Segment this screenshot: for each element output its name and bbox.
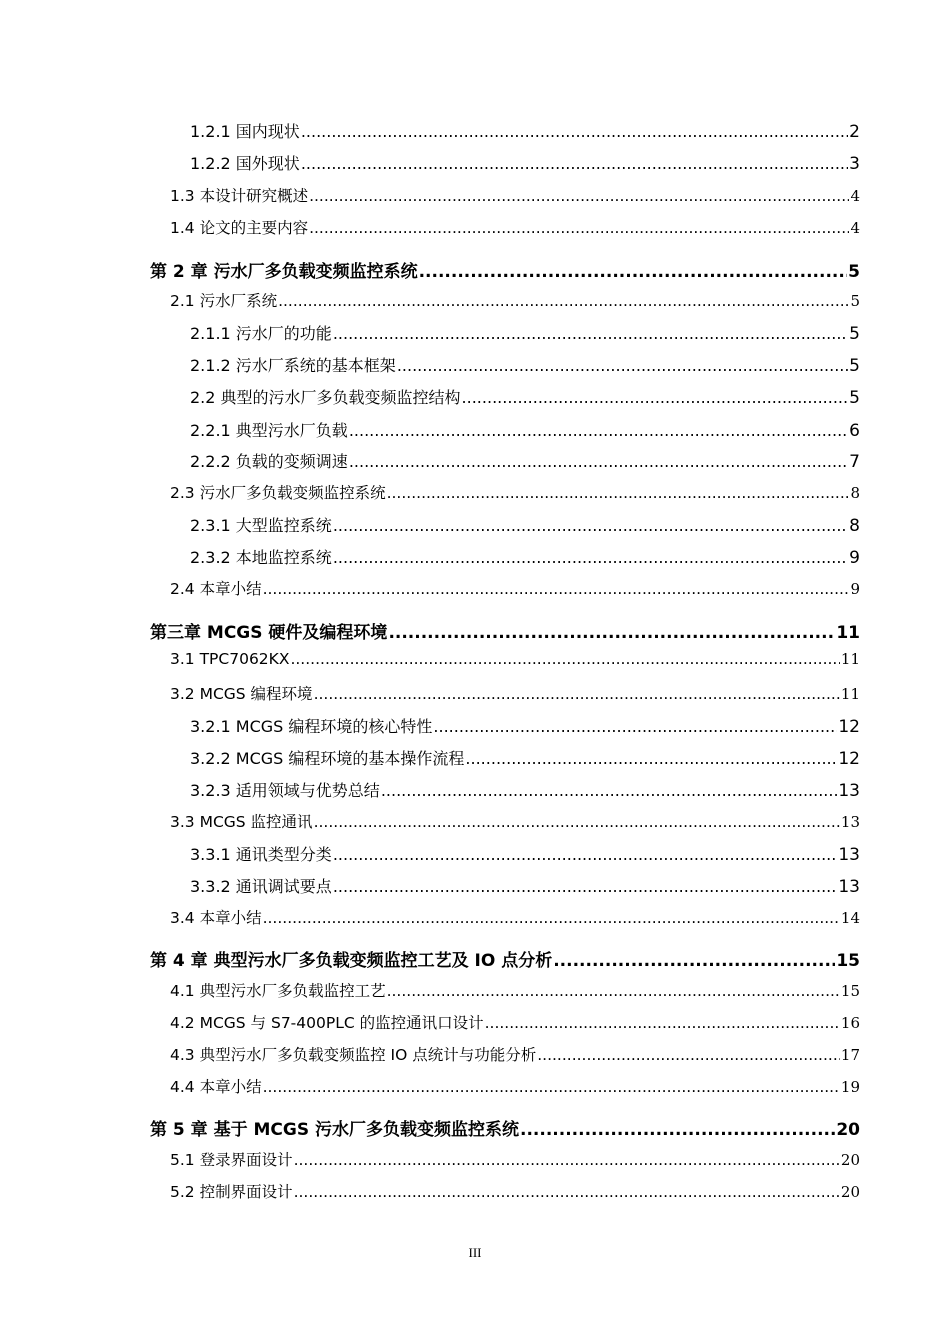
toc-entry[interactable] (170, 906, 860, 932)
toc-entry[interactable] (190, 151, 860, 177)
toc-entry[interactable] (150, 257, 860, 283)
toc-entry-label: 3.4 本章小结 (170, 909, 262, 927)
toc-entry[interactable] (170, 577, 860, 603)
toc-leader (301, 154, 848, 173)
toc-entry-label: 1.2.1 国内现状 (190, 122, 300, 141)
toc-entry-label: 3.2.2 MCGS 编程环境的基本操作流程 (190, 749, 465, 768)
toc-leader (333, 324, 848, 343)
toc-entry-page: 13 (838, 877, 860, 897)
toc-leader (263, 909, 840, 927)
toc-entry-page: 4 (850, 219, 860, 237)
toc-entry-page: 8 (849, 516, 860, 536)
toc-entry-page: 12 (838, 717, 860, 737)
toc-entry[interactable] (150, 1115, 860, 1141)
toc-entry-label: 3.3.1 通讯类型分类 (190, 845, 332, 864)
toc-entry[interactable] (190, 746, 860, 772)
toc-entry-page: 3 (849, 154, 860, 174)
toc-leader (349, 452, 848, 471)
toc-entry-page: 11 (840, 685, 860, 703)
toc-entry-page: 15 (836, 951, 860, 971)
toc-entry[interactable] (190, 842, 860, 868)
toc-entry[interactable] (170, 1180, 860, 1206)
toc-entry-page: 4 (850, 187, 860, 205)
toc-entry-label: 4.1 典型污水厂多负载监控工艺 (170, 982, 386, 1000)
toc-entry-label: 2.3.1 大型监控系统 (190, 516, 332, 535)
toc-entry[interactable] (190, 385, 860, 411)
toc-entry[interactable] (150, 946, 860, 972)
toc-entry-page: 12 (838, 749, 860, 769)
toc-entry[interactable] (170, 650, 860, 676)
toc-entry[interactable] (170, 1011, 860, 1037)
toc-entry[interactable] (190, 714, 860, 740)
toc-leader (349, 421, 848, 440)
toc-entry[interactable] (170, 289, 860, 315)
toc-leader (314, 813, 840, 831)
toc-leader (553, 951, 835, 971)
toc-entry[interactable] (190, 418, 860, 444)
toc-entry-label: 2.3.2 本地监控系统 (190, 548, 332, 567)
toc-leader (333, 548, 848, 567)
toc-leader (309, 219, 849, 237)
toc-entry-label: 第 2 章 污水厂多负载变频监控系统 (150, 262, 418, 282)
toc-entry[interactable] (190, 119, 860, 145)
toc-leader (397, 356, 848, 375)
toc-entry-page: 5 (848, 262, 860, 282)
toc-entry-label: 3.2 MCGS 编程环境 (170, 685, 313, 703)
toc-entry-label: 第 5 章 基于 MCGS 污水厂多负载变频监控系统 (150, 1120, 520, 1140)
toc-leader (290, 650, 839, 668)
toc-entry-label: 第 4 章 典型污水厂多负载变频监控工艺及 IO 点分析 (150, 951, 553, 971)
toc-leader (520, 1120, 835, 1140)
toc-entry-label: 2.2 典型的污水厂多负载变频监控结构 (190, 388, 461, 407)
toc-entry-label: 3.3.2 通讯调试要点 (190, 877, 332, 896)
toc-entry-label: 2.1.2 污水厂系统的基本框架 (190, 356, 396, 375)
toc-leader (333, 516, 848, 535)
toc-entry-label: 3.3 MCGS 监控通讯 (170, 813, 313, 831)
toc-entry-page: 5 (849, 324, 860, 344)
toc-entry-label: 1.2.2 国外现状 (190, 154, 300, 173)
toc-entry[interactable] (170, 481, 860, 507)
toc-entry-page: 14 (840, 909, 860, 927)
toc-leader (278, 292, 849, 310)
toc-entry-label: 2.4 本章小结 (170, 580, 262, 598)
toc-entry-label: 5.1 登录界面设计 (170, 1151, 293, 1169)
toc-leader (465, 749, 837, 768)
toc-entry[interactable] (190, 545, 860, 571)
page-number-footer: III (468, 1245, 482, 1260)
toc-entry-label: 2.2.2 负载的变频调速 (190, 452, 348, 471)
toc-leader (309, 187, 849, 205)
toc-entry-page: 2 (849, 122, 860, 142)
toc-entry-label: 5.2 控制界面设计 (170, 1183, 293, 1201)
toc-entry-label: 第三章 MCGS 硬件及编程环境 (150, 623, 388, 643)
toc-entry-page: 13 (838, 781, 860, 801)
toc-entry[interactable] (170, 1148, 860, 1174)
toc-entry[interactable] (170, 184, 860, 210)
toc-entry[interactable] (170, 1043, 860, 1069)
toc-entry-label: 4.2 MCGS 与 S7-400PLC 的监控通讯口设计 (170, 1014, 484, 1032)
toc-entry-page: 13 (840, 813, 860, 831)
toc-leader (387, 982, 840, 1000)
toc-entry[interactable] (170, 979, 860, 1005)
toc-entry-page: 19 (840, 1078, 860, 1096)
toc-entry-label: 3.1 TPC7062KX (170, 650, 290, 668)
toc-entry[interactable] (170, 216, 860, 242)
toc-leader (294, 1183, 840, 1201)
toc-entry-page: 6 (849, 421, 860, 441)
toc-entry-page: 11 (840, 650, 860, 668)
toc-entry-label: 1.4 论文的主要内容 (170, 219, 309, 237)
toc-leader (301, 122, 848, 141)
toc-entry-page: 5 (850, 292, 860, 310)
toc-leader (485, 1014, 840, 1032)
toc-entry-page: 17 (840, 1046, 860, 1064)
toc-entry-page: 15 (840, 982, 860, 1000)
toc-entry[interactable] (170, 682, 860, 708)
toc-entry-page: 5 (849, 356, 860, 376)
toc-entry-page: 9 (850, 580, 860, 598)
toc-leader (294, 1151, 840, 1169)
toc-leader (333, 877, 838, 896)
toc-entry[interactable] (150, 618, 860, 644)
toc-leader (388, 623, 835, 643)
toc-entry-label: 3.2.3 适用领域与优势总结 (190, 781, 380, 800)
toc-leader (462, 388, 849, 407)
toc-entry[interactable] (190, 449, 860, 475)
toc-entry-page: 20 (836, 1120, 860, 1140)
toc-leader (381, 781, 838, 800)
toc-leader (419, 262, 848, 282)
toc-entry[interactable] (170, 1075, 860, 1101)
toc-entry[interactable] (190, 778, 860, 804)
toc-entry-label: 2.1 污水厂系统 (170, 292, 278, 310)
toc-entry-page: 20 (840, 1183, 860, 1201)
toc-entry-label: 4.3 典型污水厂多负载变频监控 IO 点统计与功能分析 (170, 1046, 537, 1064)
toc-leader (387, 484, 850, 502)
toc-entry-label: 2.3 污水厂多负载变频监控系统 (170, 484, 386, 502)
toc-leader (333, 845, 838, 864)
toc-entry-page: 7 (849, 452, 860, 472)
toc-entry-label: 1.3 本设计研究概述 (170, 187, 309, 205)
toc-entry-label: 4.4 本章小结 (170, 1078, 262, 1096)
toc-entry-label: 2.2.1 典型污水厂负载 (190, 421, 348, 440)
toc-entry-page: 11 (836, 623, 860, 643)
toc-entry-page: 13 (838, 845, 860, 865)
toc-entry[interactable] (190, 874, 860, 900)
toc-leader (433, 717, 837, 736)
toc-entry[interactable] (190, 321, 860, 347)
toc-entry-page: 16 (840, 1014, 860, 1032)
toc-entry-page: 5 (849, 388, 860, 408)
toc-entry-label: 3.2.1 MCGS 编程环境的核心特性 (190, 717, 433, 736)
toc-entry[interactable] (170, 810, 860, 836)
toc-entry-page: 20 (840, 1151, 860, 1169)
toc-entry[interactable] (190, 513, 860, 539)
toc-leader (314, 685, 840, 703)
toc-entry[interactable] (190, 353, 860, 379)
toc-entry-page: 8 (850, 484, 860, 502)
toc-entry-page: 9 (849, 548, 860, 568)
toc-entry-label: 2.1.1 污水厂的功能 (190, 324, 332, 343)
toc-leader (263, 1078, 840, 1096)
toc-leader (263, 580, 850, 598)
toc-leader (537, 1046, 840, 1064)
